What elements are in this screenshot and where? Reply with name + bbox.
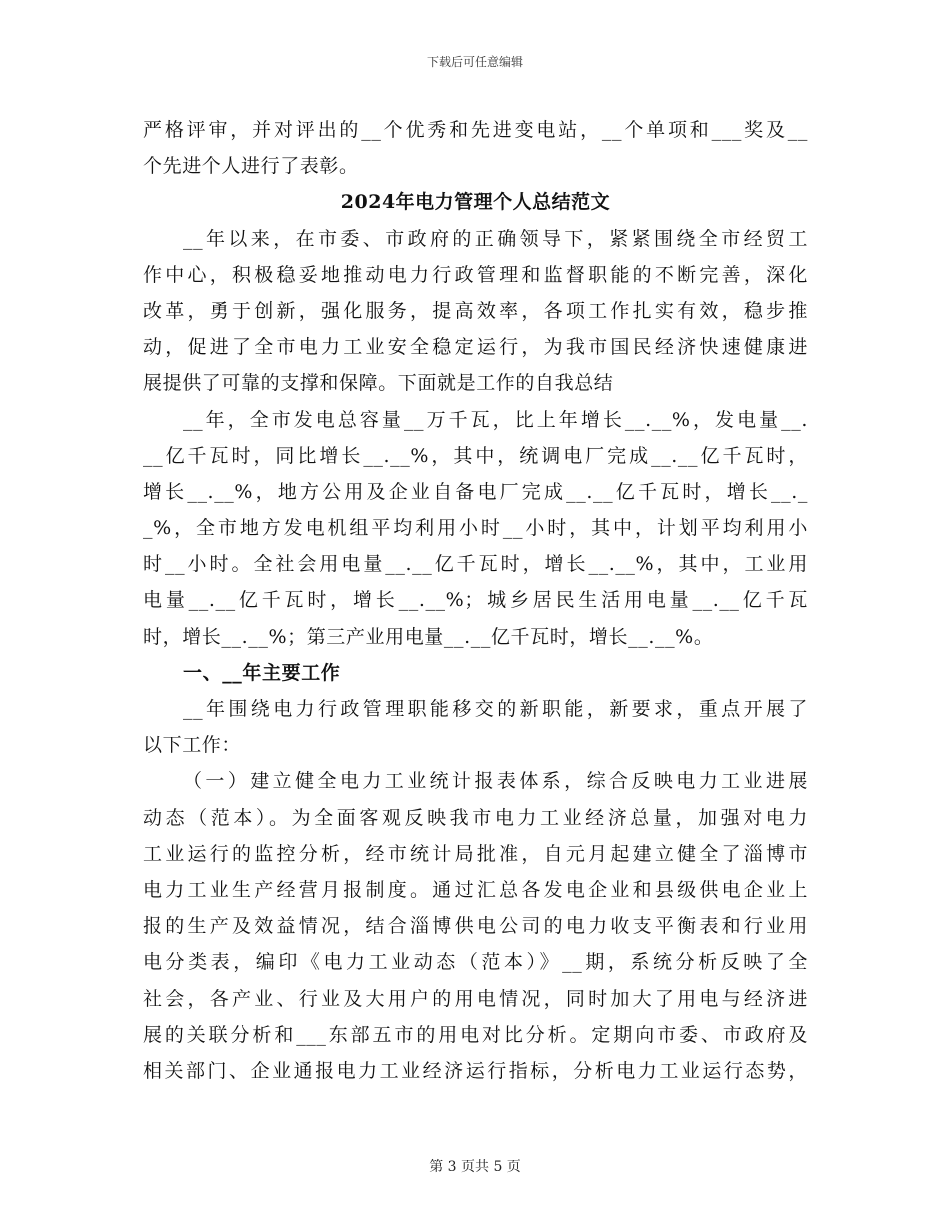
text-line: 时，增长__.__%；第三产业用电量__.__亿千瓦时，增长__.__%。 (143, 625, 714, 648)
text-line: 个先进个人进行了表彰。 (143, 155, 359, 178)
page-footer: 第 3 页共 5 页 (429, 1159, 521, 1175)
text-line: 展提供了可靠的支撑和保障。下面就是工作的自我总结 (143, 372, 614, 395)
text-line: 电分类表，编印《电力工业动态（范本）》__期，系统分析反映了全 (143, 951, 808, 974)
text-line: 时__小时。全社会用电量__.__亿千瓦时，增长__.__%，其中，工业用 (143, 553, 808, 576)
section-heading: 一、__年主要工作 (183, 661, 341, 684)
page-header: 下载后可任意编辑 (426, 55, 523, 69)
paragraph-main-work (143, 691, 808, 763)
text-line: __年，全市发电总容量__万千瓦，比上年增长__.__%，发电量__. (183, 408, 808, 431)
text-line: 相关部门、企业通报电力工业经济运行指标，分析电力工业运行态势， (143, 1059, 808, 1082)
paragraph-item-one (143, 763, 808, 1089)
text-line: 电力工业生产经营月报制度。通过汇总各发电企业和县级供电企业上 (143, 878, 808, 901)
document-body (143, 112, 808, 1089)
text-line: 电量__.__亿千瓦时，增长__.__%；城乡居民生活用电量__.__亿千瓦 (143, 589, 808, 612)
text-line: 社会，各产业、行业及大用户的用电情况，同时加大了用电与经济进 (143, 987, 808, 1010)
document-title: 2024年电力管理个人总结范文 (340, 191, 611, 214)
text-line: __年以来，在市委、市政府的正确领导下，紧紧围绕全市经贸工 (183, 227, 808, 250)
text-line: __亿千瓦时，同比增长__.__%，其中，统调电厂完成__.__亿千瓦时， (143, 444, 808, 467)
text-line: （一）建立健全电力工业统计报表体系，综合反映电力工业进展 (183, 770, 808, 793)
text-line: 以下工作： (143, 734, 242, 757)
text-line: 动态（范本）。为全面客观反映我市电力工业经济总量，加强对电力 (143, 806, 808, 829)
text-line: _%，全市地方发电机组平均利用小时__小时，其中，计划平均利用小 (143, 517, 808, 540)
text-line: 增长__.__%，地方公用及企业自备电厂完成__.__亿千瓦时，增长__._ (143, 480, 808, 503)
text-line: 工业运行的监控分析，经市统计局批准，自元月起建立健全了淄博市 (143, 842, 808, 865)
text-line: 动，促进了全市电力工业安全稳定运行，为我市国民经济快速健康进 (143, 336, 808, 359)
text-line: 报的生产及效益情况，结合淄博供电公司的电力收支平衡表和行业用 (143, 915, 808, 938)
text-line: __年围绕电力行政管理职能移交的新职能，新要求，重点开展了 (183, 698, 808, 720)
paragraph-statistics (143, 402, 808, 655)
text-line: 展的关联分析和___东部五市的用电对比分析。定期向市委、市政府及 (143, 1023, 808, 1046)
text-line: 改革，勇于创新，强化服务，提高效率，各项工作扎实有效，稳步推 (143, 299, 808, 322)
intro-paragraph (143, 112, 808, 184)
text-line: 严格评审，并对评出的__个优秀和先进变电站，__个单项和___奖及__ (143, 119, 808, 141)
text-line: 作中心，积极稳妥地推动电力行政管理和监督职能的不断完善，深化 (143, 263, 808, 286)
paragraph-intro-summary (143, 221, 808, 402)
